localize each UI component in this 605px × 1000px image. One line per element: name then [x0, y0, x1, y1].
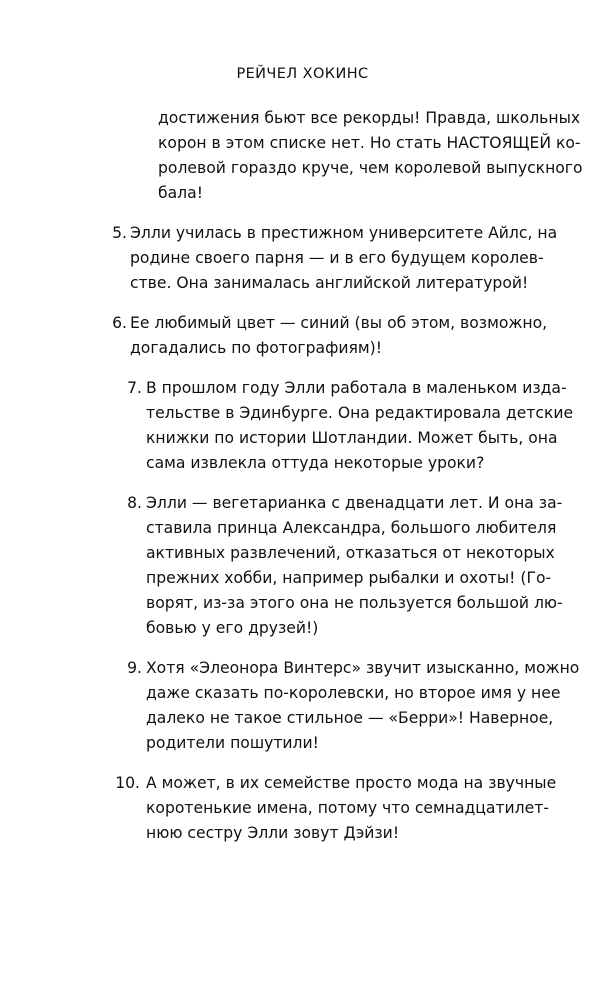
item-number: 7.: [127, 379, 142, 397]
item-line: книжки по истории Шотландии. Может быть, она: [146, 429, 558, 447]
item-line: родине своего парня — и в его будущем королев-: [130, 249, 544, 267]
intro-line: корон в этом списке нет. Но стать НАСТОЯЩЕЙ ко-: [158, 134, 581, 152]
item-line: ворят, из-за этого она не пользуется большой лю-: [146, 594, 563, 612]
item-number: 9.: [127, 659, 142, 677]
item-line: прежних хобби, например рыбалки и охоты! (Го-: [146, 569, 552, 587]
item-line: тельстве в Эдинбурге. Она редактировала детские: [146, 404, 574, 422]
item-line: бовью у его друзей!): [146, 619, 319, 637]
item-line: Элли училась в престижном университете Айлс, на: [130, 224, 558, 242]
item-line: догадались по фотографиям)!: [130, 339, 383, 357]
item-line: родители пошутили!: [146, 734, 319, 752]
item-number: 6.: [112, 314, 127, 332]
item-line: даже сказать по-королевски, но второе имя у нее: [146, 684, 561, 702]
item-number: 5.: [112, 224, 127, 242]
item-line: далеко не такое стильное — «Берри»! Наверное,: [146, 709, 554, 727]
intro-line: ролевой гораздо круче, чем королевой выпускного: [158, 159, 583, 177]
item-line: коротенькие имена, потому что семнадцатилет-: [146, 799, 549, 817]
item-line: активных развлечений, отказаться от некоторых: [146, 544, 555, 562]
item-line: нюю сестру Элли зовут Дэйзи!: [146, 824, 400, 842]
item-number: 10.: [115, 774, 140, 792]
item-line: ставила принца Александра, большого любителя: [146, 519, 557, 537]
item-number: 8.: [127, 494, 142, 512]
item-line: Хотя «Элеонора Винтерс» звучит изысканно, можно: [146, 659, 580, 677]
item-line: Элли — вегетарианка с двенадцати лет. И она за-: [146, 494, 563, 512]
intro-line: достижения бьют все рекорды! Правда, школьных: [158, 109, 581, 127]
item-line: стве. Она занималась английской литературой!: [130, 274, 529, 292]
item-line: Ее любимый цвет — синий (вы об этом, возможно,: [130, 314, 548, 332]
item-line: А может, в их семействе просто мода на звучные: [146, 774, 557, 792]
intro-line: бала!: [158, 184, 203, 202]
item-line: сама извлекла оттуда некоторые уроки?: [146, 454, 485, 472]
running-header: РЕЙЧЕЛ ХОКИНС: [236, 66, 369, 82]
item-line: В прошлом году Элли работала в маленьком изда-: [146, 379, 567, 397]
